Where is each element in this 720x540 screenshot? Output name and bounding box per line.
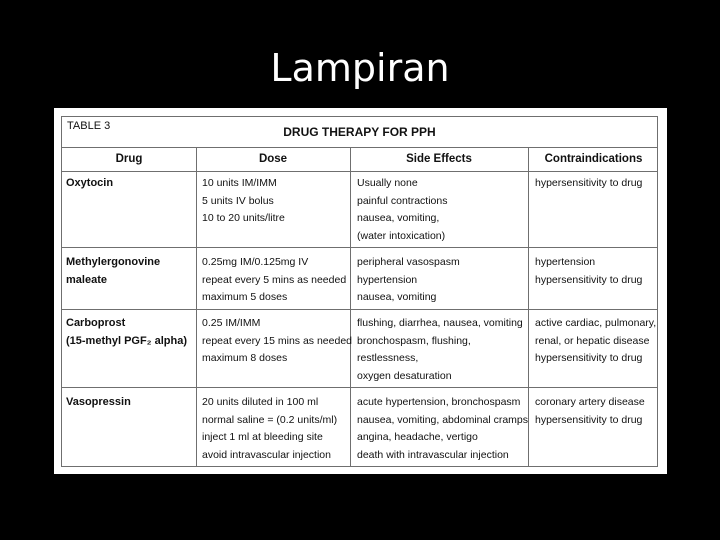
dose-line: inject 1 ml at bleeding site bbox=[202, 431, 323, 443]
side-effect-line: nausea, vomiting bbox=[357, 291, 437, 303]
table-row-vasopressin-drug bbox=[66, 394, 131, 412]
dose-line: 10 units IM/IMM bbox=[202, 177, 277, 189]
table-row-oxytocin-side-effects bbox=[357, 175, 447, 245]
header-side-effects: Side Effects bbox=[406, 153, 472, 165]
drug-name-line: (15-methyl PGF₂ alpha) bbox=[66, 334, 188, 347]
table-caption-row bbox=[62, 117, 657, 148]
table-header-row bbox=[62, 147, 657, 172]
header-dose: Dose bbox=[258, 153, 288, 165]
row-divider bbox=[62, 247, 657, 248]
side-effect-line: Usually none bbox=[357, 177, 418, 189]
table-row-vasopressin-contraindications bbox=[535, 394, 645, 429]
table-row-oxytocin-drug bbox=[66, 175, 113, 193]
drug-name-line: Methylergonovine bbox=[66, 256, 161, 268]
dose-line: 20 units diluted in 100 ml bbox=[202, 396, 319, 408]
dose-line: 0.25mg IM/0.125mg IV bbox=[202, 256, 309, 268]
table-row-carboprost-dose bbox=[202, 315, 352, 368]
drug-therapy-table bbox=[61, 116, 658, 467]
contraindication-line: hypersensitivity to drug bbox=[535, 352, 643, 364]
table-row-carboprost-contraindications bbox=[535, 315, 656, 368]
contraindication-line: active cardiac, pulmonary, bbox=[535, 317, 657, 329]
table-row-oxytocin-contraindications bbox=[535, 175, 642, 193]
contraindication-line: hypertension bbox=[535, 256, 596, 268]
dose-line: 0.25 IM/IMM bbox=[202, 317, 261, 329]
drug-name-line: Oxytocin bbox=[66, 177, 114, 189]
table-row-methylergonovine-dose bbox=[202, 254, 346, 307]
table-row-carboprost-side-effects bbox=[357, 315, 523, 385]
dose-line: maximum 8 doses bbox=[202, 352, 288, 364]
side-effect-line: nausea, vomiting, abdominal cramps bbox=[357, 413, 529, 426]
column-divider bbox=[350, 147, 351, 466]
dose-line: maximum 5 doses bbox=[202, 291, 288, 303]
table-row-carboprost-drug bbox=[66, 315, 187, 350]
contraindication-line: coronary artery disease bbox=[535, 396, 645, 408]
row-divider bbox=[62, 387, 657, 388]
side-effect-line: restlessness, bbox=[357, 352, 419, 364]
drug-name-line: maleate bbox=[66, 273, 107, 286]
table-image bbox=[54, 108, 667, 474]
side-effect-line: flushing, diarrhea, nausea, vomiting bbox=[357, 317, 523, 329]
side-effect-line: bronchospasm, flushing, bbox=[357, 334, 471, 347]
column-divider bbox=[528, 147, 529, 466]
dose-line: normal saline = (0.2 units/ml) bbox=[202, 413, 338, 426]
side-effect-line: death with intravascular injection bbox=[357, 448, 509, 461]
row-divider bbox=[62, 309, 657, 310]
dose-line: 10 to 20 units/litre bbox=[202, 212, 285, 224]
table-row-methylergonovine-drug bbox=[66, 254, 160, 289]
header-drug: Drug bbox=[115, 153, 143, 165]
side-effect-line: (water intoxication) bbox=[357, 229, 446, 242]
column-divider bbox=[196, 147, 197, 466]
table-title: DRUG THERAPY FOR PPH bbox=[283, 125, 436, 139]
dose-line: repeat every 5 mins as needed bbox=[202, 273, 347, 286]
contraindication-line: hypersensitivity to drug bbox=[535, 177, 643, 189]
side-effect-line: hypertension bbox=[357, 273, 418, 286]
table-label: TABLE 3 bbox=[67, 120, 111, 132]
dose-line: avoid intravascular injection bbox=[202, 448, 331, 461]
drug-name-line: Carboprost bbox=[66, 317, 126, 329]
table-row-vasopressin-side-effects bbox=[357, 394, 528, 464]
table-row-vasopressin-dose bbox=[202, 394, 337, 464]
side-effect-line: peripheral vasospasm bbox=[357, 256, 460, 268]
side-effect-line: oxygen desaturation bbox=[357, 369, 452, 382]
header-contraindications: Contraindications bbox=[544, 153, 643, 165]
table-row-methylergonovine-side-effects bbox=[357, 254, 460, 307]
side-effect-line: nausea, vomiting, bbox=[357, 212, 440, 224]
slide-title: Lampiran bbox=[270, 46, 450, 90]
dose-line: repeat every 15 mins as needed bbox=[202, 334, 353, 347]
side-effect-line: painful contractions bbox=[357, 194, 448, 207]
table-row-methylergonovine-contraindications bbox=[535, 254, 642, 289]
table-row-oxytocin-dose bbox=[202, 175, 285, 228]
side-effect-line: acute hypertension, bronchospasm bbox=[357, 396, 521, 408]
dose-line: 5 units IV bolus bbox=[202, 194, 274, 207]
contraindication-line: renal, or hepatic disease bbox=[535, 334, 650, 347]
contraindication-line: hypersensitivity to drug bbox=[535, 273, 643, 286]
side-effect-line: angina, headache, vertigo bbox=[357, 431, 478, 443]
contraindication-line: hypersensitivity to drug bbox=[535, 413, 643, 426]
drug-name-line: Vasopressin bbox=[66, 396, 131, 408]
